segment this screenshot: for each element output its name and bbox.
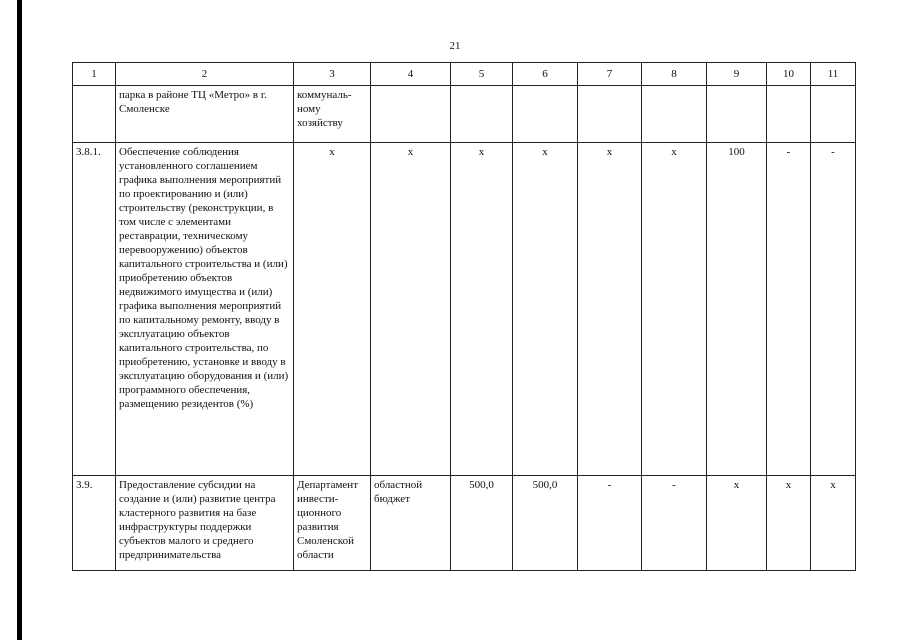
row-col5: 500,0 (451, 476, 513, 571)
row-number: 3.8.1. (73, 143, 116, 476)
row-executor: х (294, 143, 371, 476)
program-table (72, 62, 856, 571)
header-cell: 11 (811, 63, 856, 86)
row-name: Предоставление субсидии на создание и (или) развитие центра кластерного развития на базе инфраструктуры поддержки субъектов малого и среднего предпринимательства (116, 476, 294, 571)
row-source (371, 86, 451, 143)
row-executor: коммуналь-ному хозяйству (294, 86, 371, 143)
table-row (73, 476, 856, 571)
header-cell: 1 (73, 63, 116, 86)
left-margin-bar (17, 0, 22, 640)
row-col10: - (767, 143, 811, 476)
row-col5: х (451, 143, 513, 476)
row-name: парка в районе ТЦ «Метро» в г. Смоленске (116, 86, 294, 143)
page-number: 21 (449, 40, 461, 52)
header-cell: 3 (294, 63, 371, 86)
row-col9 (707, 86, 767, 143)
header-cell: 5 (451, 63, 513, 86)
row-col11: - (811, 143, 856, 476)
row-number: 3.9. (73, 476, 116, 571)
row-col9: х (707, 476, 767, 571)
table-row (73, 143, 856, 476)
row-number (73, 86, 116, 143)
row-col8 (642, 86, 707, 143)
row-col5 (451, 86, 513, 143)
row-col11 (811, 86, 856, 143)
row-col6: х (513, 143, 578, 476)
row-source: х (371, 143, 451, 476)
header-cell: 2 (116, 63, 294, 86)
row-col7: - (578, 476, 642, 571)
row-executor: Департамент инвести-ционного развития Смоленской области (294, 476, 371, 571)
table-header-row (73, 63, 856, 86)
table-row (73, 86, 856, 143)
row-col8: - (642, 476, 707, 571)
row-col8: х (642, 143, 707, 476)
header-cell: 10 (767, 63, 811, 86)
header-cell: 6 (513, 63, 578, 86)
row-col7 (578, 86, 642, 143)
row-col11: х (811, 476, 856, 571)
row-col6 (513, 86, 578, 143)
row-source: областной бюджет (371, 476, 451, 571)
row-name: Обеспечение соблюдения установленного соглашением графика выполнения мероприятий по проектированию и (или) строительству (реконструкции, в том числе с элементами реставрации, техническому перевооружению) объектов капитального строительства и (или) приобретению объектов недвижимого имущества и (или) графика выполнения мероприятий по капитальному ремонту, вводу в эксплуатацию объектов капитального строительства, по приобретению, установке и вводу в эксплуатацию оборудования и (или) программного обеспечения, размещению резидентов (%) (116, 143, 294, 476)
row-col10 (767, 86, 811, 143)
row-col6: 500,0 (513, 476, 578, 571)
row-col7: х (578, 143, 642, 476)
header-cell: 8 (642, 63, 707, 86)
row-col10: х (767, 476, 811, 571)
header-cell: 7 (578, 63, 642, 86)
row-col9: 100 (707, 143, 767, 476)
header-cell: 4 (371, 63, 451, 86)
header-cell: 9 (707, 63, 767, 86)
